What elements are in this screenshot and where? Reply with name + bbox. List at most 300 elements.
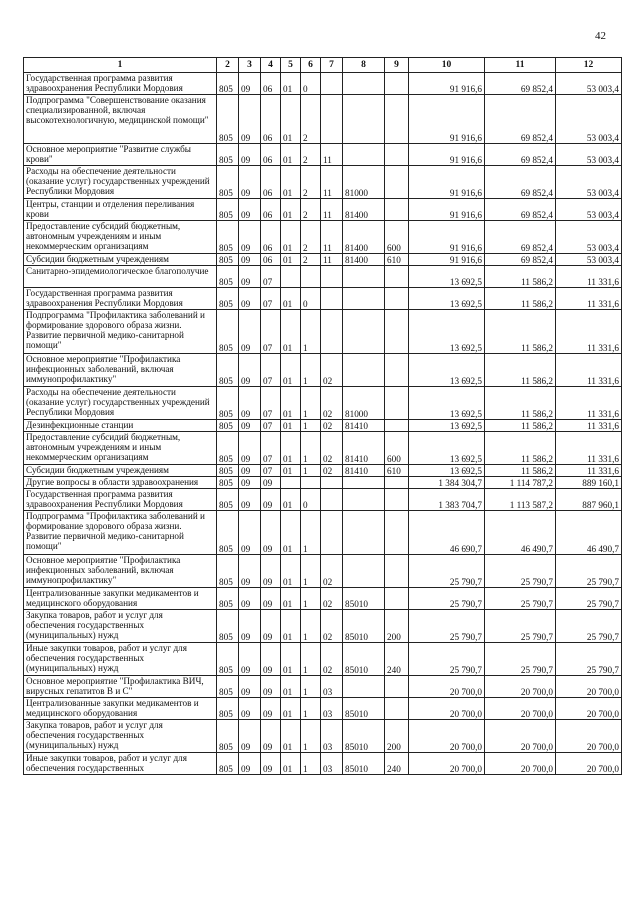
code-cell: 09 (239, 144, 261, 166)
code-cell: 09 (239, 698, 261, 720)
code-cell: 02 (321, 555, 343, 588)
code-cell (321, 288, 343, 310)
amount-cell: 46 690,7 (409, 511, 485, 555)
code-cell: 1 (301, 643, 321, 676)
code-cell: 01 (281, 221, 301, 254)
code-cell: 01 (281, 387, 301, 420)
amount-cell: 53 003,4 (556, 254, 622, 266)
row-name: Основное мероприятие "Профилактика инфекционных заболеваний, включая иммунопрофилактику" (24, 555, 217, 588)
column-header: 11 (485, 58, 556, 73)
code-cell: 1 (301, 698, 321, 720)
code-cell: 09 (239, 95, 261, 144)
code-cell: 1 (301, 432, 321, 465)
amount-cell: 53 003,4 (556, 166, 622, 199)
table-row (24, 95, 622, 144)
code-cell: 01 (281, 73, 301, 95)
code-cell (385, 489, 409, 511)
code-cell (385, 354, 409, 387)
code-cell (385, 588, 409, 610)
row-name: Субсидии бюджетным учреждениям (24, 254, 217, 266)
code-cell: 09 (261, 588, 281, 610)
amount-cell: 11 331,6 (556, 465, 622, 477)
code-cell: 09 (261, 489, 281, 511)
budget-table (23, 57, 622, 775)
table-body (24, 73, 622, 775)
page-number: 42 (595, 30, 606, 42)
code-cell: 805 (217, 698, 239, 720)
code-cell: 1 (301, 310, 321, 354)
amount-cell: 69 852,4 (485, 73, 556, 95)
code-cell: 1 (301, 610, 321, 643)
amount-cell: 20 700,0 (485, 676, 556, 698)
code-cell: 09 (239, 199, 261, 221)
amount-cell: 11 586,2 (485, 266, 556, 288)
code-cell: 01 (281, 354, 301, 387)
row-name: Расходы на обеспечение деятельности (оказание услуг) государственных учреждений Республики Мордовия (24, 387, 217, 420)
code-cell: 07 (261, 266, 281, 288)
code-cell: 805 (217, 643, 239, 676)
code-cell: 09 (239, 166, 261, 199)
table-row (24, 221, 622, 254)
code-cell: 200 (385, 720, 409, 753)
amount-cell: 11 331,6 (556, 432, 622, 465)
amount-cell: 1 384 304,7 (409, 477, 485, 489)
amount-cell: 1 113 587,2 (485, 489, 556, 511)
code-cell (385, 95, 409, 144)
code-cell (385, 144, 409, 166)
table-row (24, 465, 622, 477)
code-cell: 09 (239, 489, 261, 511)
amount-cell: 69 852,4 (485, 166, 556, 199)
code-cell (385, 266, 409, 288)
code-cell: 85010 (343, 643, 385, 676)
amount-cell: 20 700,0 (556, 720, 622, 753)
code-cell: 2 (301, 95, 321, 144)
amount-cell: 20 700,0 (556, 698, 622, 720)
code-cell: 09 (261, 698, 281, 720)
row-name: Иные закупки товаров, работ и услуг для обеспечения государственных (24, 753, 217, 775)
row-name: Дезинфекционные станции (24, 420, 217, 432)
code-cell (281, 266, 301, 288)
code-cell: 240 (385, 643, 409, 676)
code-cell: 805 (217, 266, 239, 288)
code-cell: 805 (217, 489, 239, 511)
code-cell: 09 (239, 432, 261, 465)
amount-cell: 91 916,6 (409, 199, 485, 221)
code-cell: 610 (385, 465, 409, 477)
code-cell: 1 (301, 465, 321, 477)
amount-cell: 11 586,2 (485, 387, 556, 420)
amount-cell: 20 700,0 (409, 676, 485, 698)
column-header: 5 (281, 58, 301, 73)
code-cell: 01 (281, 753, 301, 775)
code-cell (321, 310, 343, 354)
amount-cell: 11 331,6 (556, 420, 622, 432)
code-cell: 06 (261, 221, 281, 254)
code-cell: 2 (301, 254, 321, 266)
amount-cell: 887 960,1 (556, 489, 622, 511)
table-row (24, 420, 622, 432)
code-cell: 11 (321, 221, 343, 254)
code-cell: 09 (261, 643, 281, 676)
code-cell: 81400 (343, 221, 385, 254)
code-cell: 0 (301, 288, 321, 310)
code-cell: 81400 (343, 254, 385, 266)
code-cell: 02 (321, 387, 343, 420)
row-name: Основное мероприятие "Профилактика ВИЧ, вирусных гепатитов В и С" (24, 676, 217, 698)
code-cell: 07 (261, 420, 281, 432)
amount-cell: 13 692,5 (409, 420, 485, 432)
code-cell: 600 (385, 221, 409, 254)
code-cell: 09 (239, 387, 261, 420)
amount-cell: 1 383 704,7 (409, 489, 485, 511)
amount-cell: 91 916,6 (409, 73, 485, 95)
code-cell: 09 (239, 288, 261, 310)
code-cell: 02 (321, 610, 343, 643)
code-cell: 11 (321, 199, 343, 221)
code-cell: 01 (281, 588, 301, 610)
amount-cell: 11 331,6 (556, 310, 622, 354)
code-cell (385, 73, 409, 95)
table-row (24, 288, 622, 310)
code-cell: 02 (321, 588, 343, 610)
amount-cell: 20 700,0 (409, 698, 485, 720)
code-cell (301, 477, 321, 489)
code-cell: 01 (281, 254, 301, 266)
code-cell: 01 (281, 310, 301, 354)
amount-cell: 13 692,5 (409, 310, 485, 354)
amount-cell: 69 852,4 (485, 95, 556, 144)
table-row (24, 432, 622, 465)
code-cell: 600 (385, 432, 409, 465)
code-cell: 09 (239, 254, 261, 266)
code-cell (385, 511, 409, 555)
code-cell: 240 (385, 753, 409, 775)
amount-cell: 11 331,6 (556, 387, 622, 420)
code-cell: 09 (239, 753, 261, 775)
code-cell (385, 310, 409, 354)
amount-cell: 20 700,0 (556, 676, 622, 698)
column-header: 10 (409, 58, 485, 73)
code-cell: 01 (281, 643, 301, 676)
code-cell: 0 (301, 489, 321, 511)
code-cell (343, 477, 385, 489)
row-name: Основное мероприятие "Профилактика инфекционных заболеваний, включая иммунопрофилактику" (24, 354, 217, 387)
amount-cell: 25 790,7 (409, 643, 485, 676)
code-cell: 805 (217, 753, 239, 775)
amount-cell: 91 916,6 (409, 95, 485, 144)
code-cell: 01 (281, 698, 301, 720)
amount-cell: 1 114 787,2 (485, 477, 556, 489)
code-cell: 1 (301, 676, 321, 698)
code-cell: 01 (281, 465, 301, 477)
code-cell: 01 (281, 166, 301, 199)
code-cell: 09 (239, 354, 261, 387)
amount-cell: 25 790,7 (485, 555, 556, 588)
code-cell: 805 (217, 95, 239, 144)
code-cell: 805 (217, 387, 239, 420)
code-cell: 09 (261, 753, 281, 775)
column-header: 6 (301, 58, 321, 73)
code-cell: 09 (239, 588, 261, 610)
code-cell (343, 511, 385, 555)
amount-cell: 25 790,7 (556, 588, 622, 610)
code-cell: 09 (239, 720, 261, 753)
table-header-row (24, 58, 622, 73)
code-cell (343, 144, 385, 166)
code-cell: 01 (281, 288, 301, 310)
amount-cell: 46 490,7 (485, 511, 556, 555)
amount-cell: 25 790,7 (556, 643, 622, 676)
row-name: Предоставление субсидий бюджетным, автономным учреждениям и иным некоммерческим организациям (24, 432, 217, 465)
row-name: Основное мероприятие "Развитие службы крови" (24, 144, 217, 166)
code-cell: 03 (321, 676, 343, 698)
table-row (24, 199, 622, 221)
code-cell (385, 698, 409, 720)
code-cell: 1 (301, 753, 321, 775)
code-cell: 11 (321, 254, 343, 266)
code-cell: 02 (321, 432, 343, 465)
code-cell: 01 (281, 676, 301, 698)
code-cell: 09 (239, 643, 261, 676)
code-cell: 805 (217, 144, 239, 166)
code-cell: 09 (239, 676, 261, 698)
code-cell: 85010 (343, 610, 385, 643)
table-row (24, 254, 622, 266)
code-cell: 2 (301, 221, 321, 254)
code-cell: 81000 (343, 166, 385, 199)
code-cell: 805 (217, 511, 239, 555)
code-cell (321, 477, 343, 489)
row-name: Закупка товаров, работ и услуг для обеспечения государственных (муниципальных) нужд (24, 610, 217, 643)
code-cell: 85010 (343, 753, 385, 775)
row-name: Подпрограмма "Профилактика заболеваний и формирование здорового образа жизни. Развитие первичной медико-санитарной помощи" (24, 310, 217, 354)
row-name: Иные закупки товаров, работ и услуг для обеспечения государственных (муниципальных) нужд (24, 643, 217, 676)
code-cell (301, 266, 321, 288)
amount-cell: 13 692,5 (409, 432, 485, 465)
code-cell: 01 (281, 489, 301, 511)
table-row (24, 610, 622, 643)
amount-cell: 53 003,4 (556, 144, 622, 166)
code-cell (343, 73, 385, 95)
row-name: Другие вопросы в области здравоохранения (24, 477, 217, 489)
code-cell: 81410 (343, 432, 385, 465)
code-cell: 2 (301, 199, 321, 221)
code-cell (321, 511, 343, 555)
amount-cell: 25 790,7 (409, 610, 485, 643)
code-cell: 01 (281, 144, 301, 166)
code-cell (385, 477, 409, 489)
row-name: Закупка товаров, работ и услуг для обеспечения государственных (муниципальных) нужд (24, 720, 217, 753)
code-cell: 1 (301, 555, 321, 588)
amount-cell: 11 586,2 (485, 310, 556, 354)
code-cell (385, 420, 409, 432)
code-cell: 805 (217, 676, 239, 698)
code-cell: 1 (301, 420, 321, 432)
amount-cell: 53 003,4 (556, 95, 622, 144)
table-row (24, 676, 622, 698)
amount-cell: 11 586,2 (485, 432, 556, 465)
code-cell: 85010 (343, 588, 385, 610)
table-row (24, 489, 622, 511)
code-cell: 03 (321, 753, 343, 775)
amount-cell: 91 916,6 (409, 144, 485, 166)
code-cell: 1 (301, 720, 321, 753)
code-cell: 805 (217, 166, 239, 199)
code-cell: 09 (261, 676, 281, 698)
code-cell: 85010 (343, 698, 385, 720)
code-cell: 805 (217, 610, 239, 643)
code-cell: 11 (321, 144, 343, 166)
code-cell: 02 (321, 354, 343, 387)
column-header: 1 (24, 58, 217, 73)
code-cell: 09 (239, 465, 261, 477)
code-cell: 805 (217, 420, 239, 432)
code-cell (343, 354, 385, 387)
code-cell: 805 (217, 555, 239, 588)
amount-cell: 11 586,2 (485, 420, 556, 432)
table-row (24, 555, 622, 588)
amount-cell: 25 790,7 (485, 610, 556, 643)
column-header: 7 (321, 58, 343, 73)
code-cell: 09 (239, 420, 261, 432)
amount-cell: 13 692,5 (409, 288, 485, 310)
code-cell: 06 (261, 254, 281, 266)
column-header: 4 (261, 58, 281, 73)
code-cell: 610 (385, 254, 409, 266)
table-row (24, 73, 622, 95)
code-cell: 07 (261, 465, 281, 477)
amount-cell: 11 586,2 (485, 465, 556, 477)
code-cell: 09 (261, 555, 281, 588)
code-cell (343, 95, 385, 144)
code-cell: 805 (217, 221, 239, 254)
code-cell: 81410 (343, 465, 385, 477)
code-cell: 03 (321, 720, 343, 753)
code-cell: 805 (217, 720, 239, 753)
table-row (24, 310, 622, 354)
code-cell: 1 (301, 511, 321, 555)
code-cell: 02 (321, 420, 343, 432)
row-name: Центры, станции и отделения переливания крови (24, 199, 217, 221)
table-row (24, 588, 622, 610)
code-cell: 09 (239, 310, 261, 354)
amount-cell: 25 790,7 (556, 610, 622, 643)
amount-cell: 69 852,4 (485, 199, 556, 221)
column-header: 2 (217, 58, 239, 73)
code-cell: 2 (301, 144, 321, 166)
code-cell: 07 (261, 432, 281, 465)
code-cell: 11 (321, 166, 343, 199)
code-cell (343, 266, 385, 288)
row-name: Государственная программа развития здравоохранения Республики Мордовия (24, 288, 217, 310)
code-cell: 1 (301, 588, 321, 610)
code-cell (343, 310, 385, 354)
code-cell: 06 (261, 73, 281, 95)
code-cell: 1 (301, 387, 321, 420)
row-name: Предоставление субсидий бюджетным, автономным учреждениям и иным некоммерческим организациям (24, 221, 217, 254)
amount-cell: 25 790,7 (485, 643, 556, 676)
code-cell: 200 (385, 610, 409, 643)
code-cell (343, 676, 385, 698)
amount-cell: 91 916,6 (409, 221, 485, 254)
code-cell: 07 (261, 310, 281, 354)
code-cell: 06 (261, 95, 281, 144)
code-cell: 09 (239, 266, 261, 288)
code-cell: 805 (217, 254, 239, 266)
code-cell (343, 555, 385, 588)
row-name: Подпрограмма "Совершенствование оказания специализированной, включая высокотехнологичную, медицинской помощи" (24, 95, 217, 144)
amount-cell: 20 700,0 (409, 720, 485, 753)
row-name: Государственная программа развития здравоохранения Республики Мордовия (24, 489, 217, 511)
code-cell (343, 489, 385, 511)
amount-cell: 25 790,7 (409, 588, 485, 610)
code-cell (343, 288, 385, 310)
code-cell: 1 (301, 354, 321, 387)
code-cell: 01 (281, 95, 301, 144)
amount-cell: 13 692,5 (409, 465, 485, 477)
table-row (24, 266, 622, 288)
amount-cell: 69 852,4 (485, 144, 556, 166)
code-cell: 805 (217, 354, 239, 387)
code-cell: 2 (301, 166, 321, 199)
code-cell (385, 387, 409, 420)
code-cell (385, 288, 409, 310)
table-row (24, 166, 622, 199)
code-cell: 07 (261, 288, 281, 310)
code-cell: 81400 (343, 199, 385, 221)
table-row (24, 698, 622, 720)
table-row (24, 753, 622, 775)
amount-cell: 69 852,4 (485, 254, 556, 266)
code-cell: 09 (261, 477, 281, 489)
amount-cell: 53 003,4 (556, 221, 622, 254)
amount-cell: 46 490,7 (556, 511, 622, 555)
amount-cell: 13 692,5 (409, 354, 485, 387)
code-cell: 03 (321, 698, 343, 720)
code-cell: 09 (261, 720, 281, 753)
amount-cell: 25 790,7 (409, 555, 485, 588)
amount-cell: 11 331,6 (556, 288, 622, 310)
code-cell: 01 (281, 720, 301, 753)
code-cell: 805 (217, 432, 239, 465)
code-cell: 81000 (343, 387, 385, 420)
code-cell: 01 (281, 199, 301, 221)
code-cell: 06 (261, 199, 281, 221)
amount-cell: 13 692,5 (409, 266, 485, 288)
code-cell (321, 266, 343, 288)
row-name: Субсидии бюджетным учреждениям (24, 465, 217, 477)
code-cell: 07 (261, 387, 281, 420)
amount-cell: 91 916,6 (409, 254, 485, 266)
table-row (24, 477, 622, 489)
code-cell: 01 (281, 432, 301, 465)
row-name: Санитарно-эпидемиологическое благополучие (24, 266, 217, 288)
amount-cell: 11 331,6 (556, 354, 622, 387)
code-cell: 01 (281, 555, 301, 588)
column-header: 12 (556, 58, 622, 73)
code-cell: 09 (239, 73, 261, 95)
table-row (24, 511, 622, 555)
column-header: 8 (343, 58, 385, 73)
code-cell: 02 (321, 465, 343, 477)
amount-cell: 20 700,0 (485, 720, 556, 753)
code-cell: 06 (261, 166, 281, 199)
code-cell: 85010 (343, 720, 385, 753)
amount-cell: 11 586,2 (485, 354, 556, 387)
code-cell: 805 (217, 588, 239, 610)
amount-cell: 889 160,1 (556, 477, 622, 489)
